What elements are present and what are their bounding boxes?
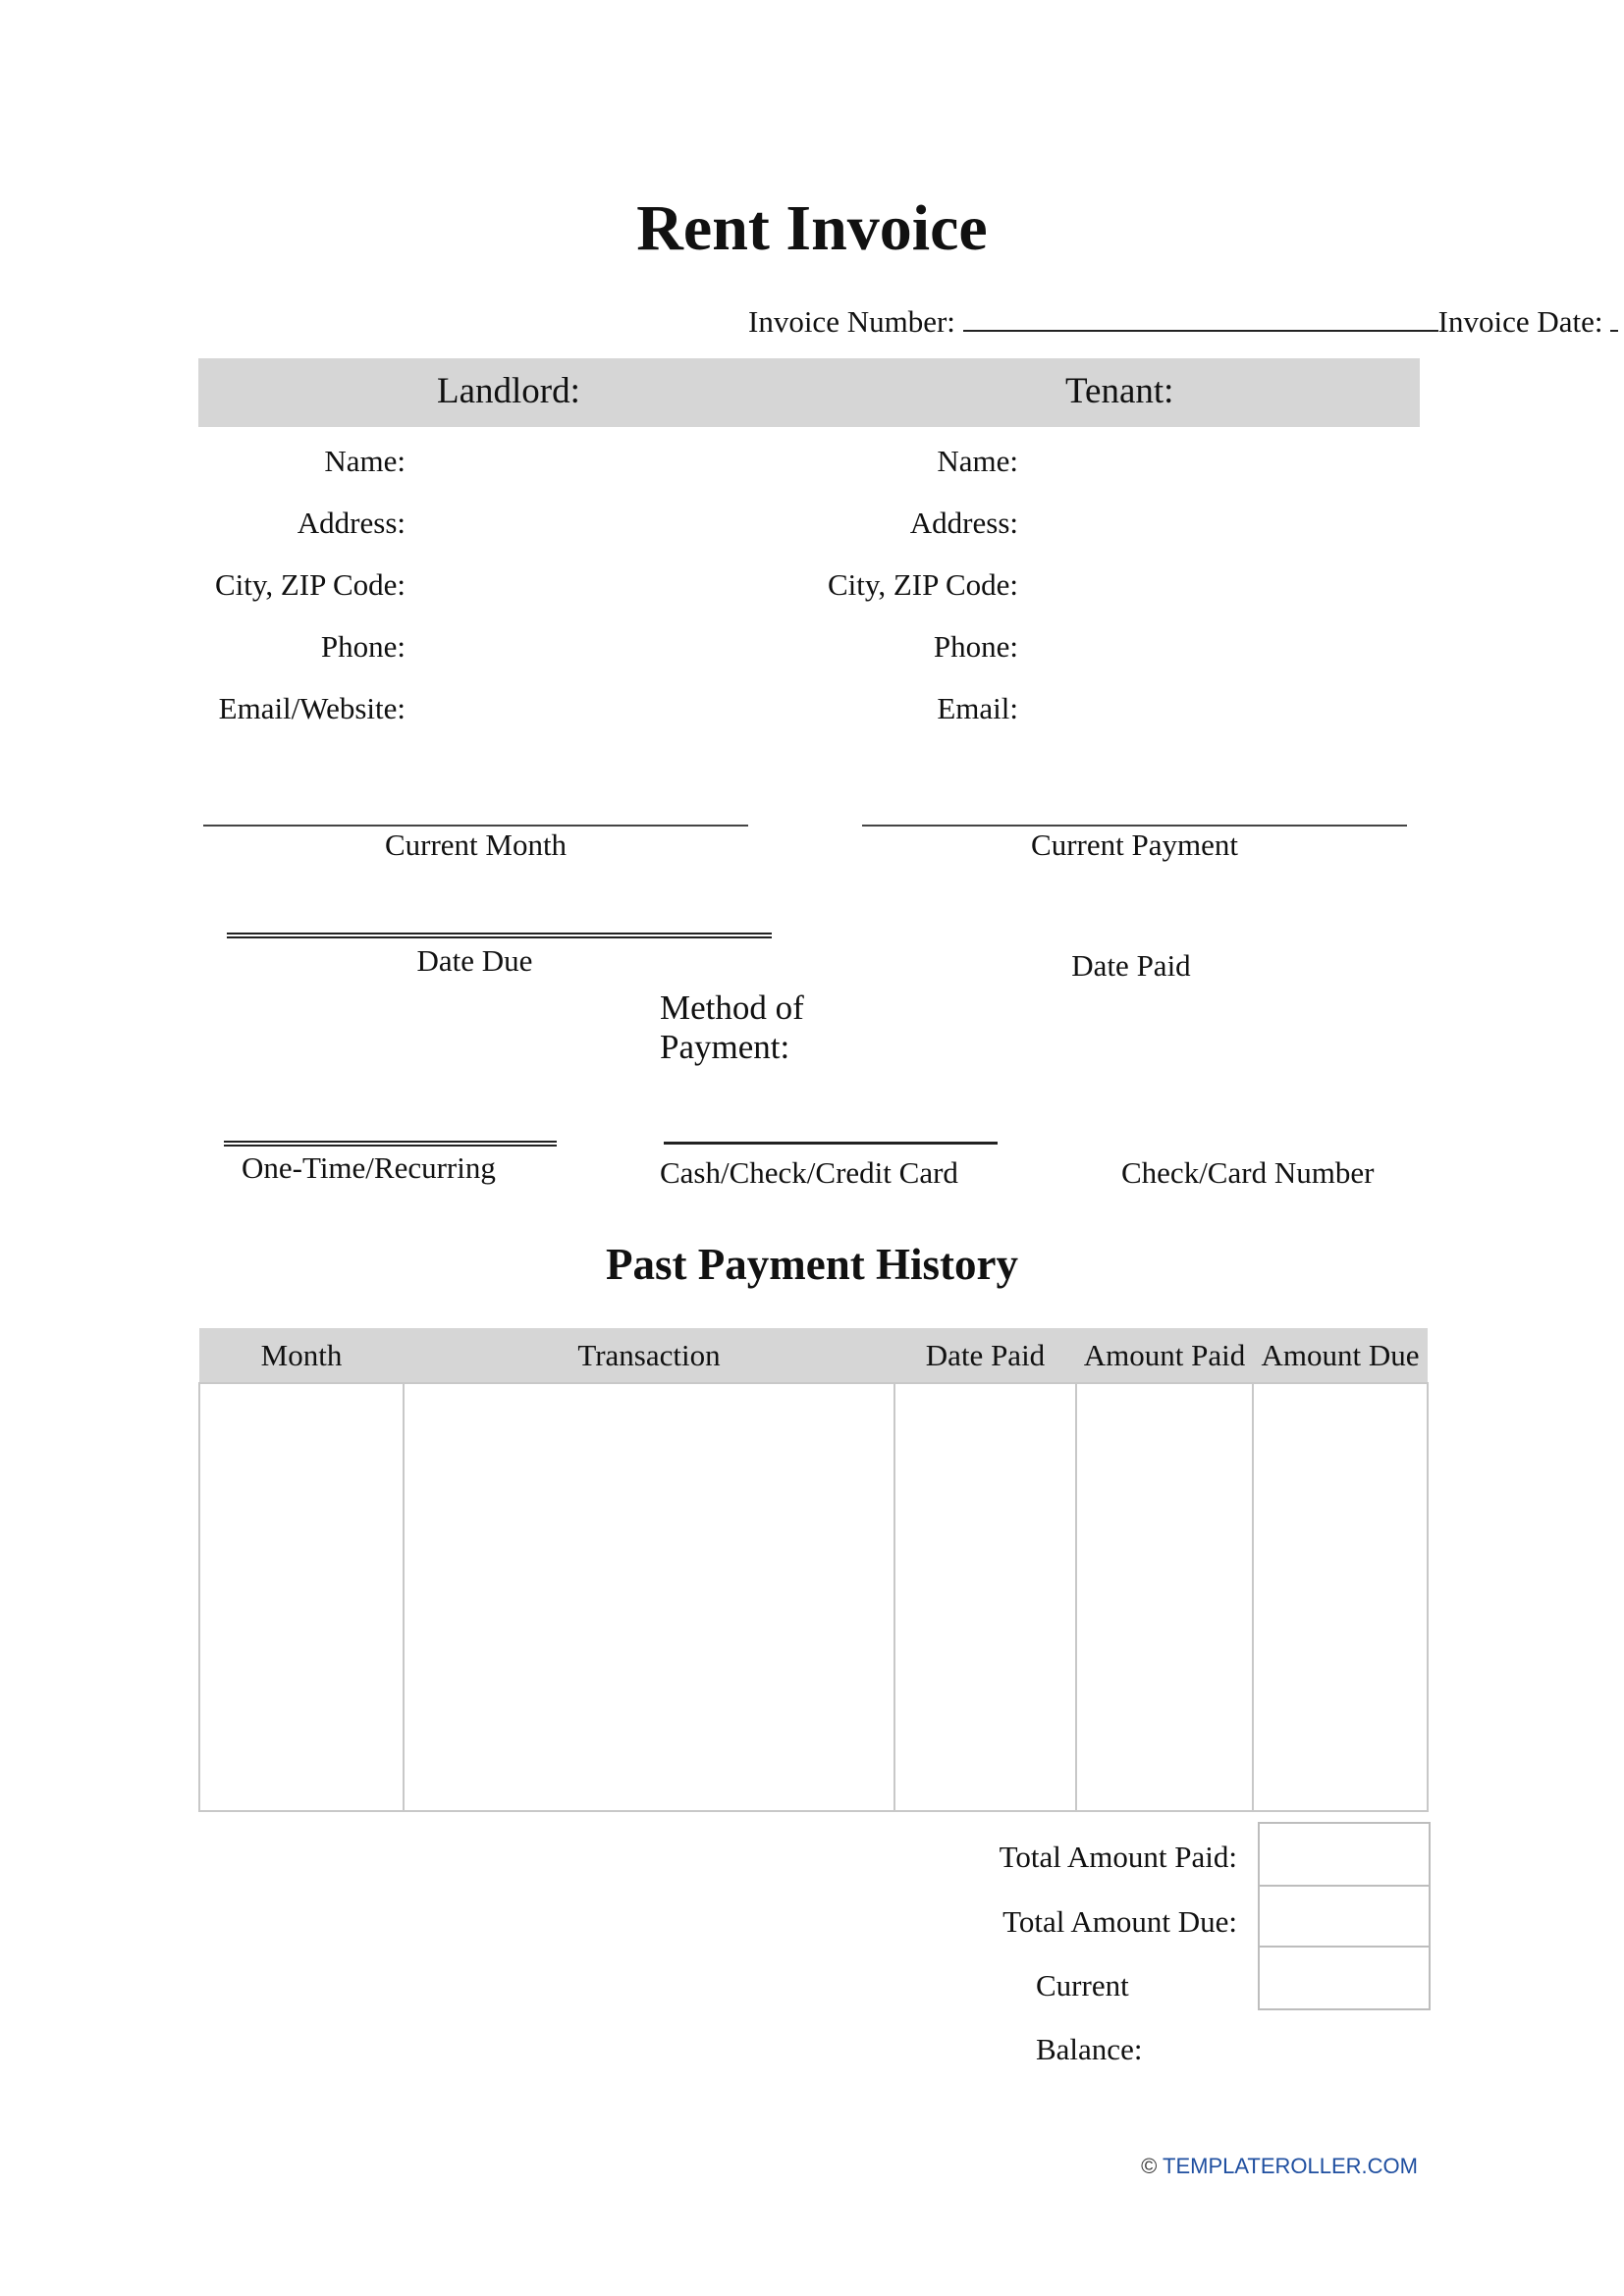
total-amount-due-label: Total Amount Due: — [1002, 1904, 1237, 1939]
landlord-email-website-label: Email/Website: — [218, 691, 406, 725]
landlord-name-label: Name: — [324, 444, 406, 478]
column-header-amount-paid: Amount Paid — [1076, 1328, 1253, 1383]
table-row — [199, 1383, 1428, 1811]
tenant-city-zip-label: City, ZIP Code: — [827, 567, 1018, 602]
parties-header-band — [198, 358, 1420, 427]
tenant-email-label: Email: — [937, 691, 1018, 725]
method-of-payment-label: Method of Payment: — [660, 988, 804, 1066]
one-time-recurring-line[interactable] — [224, 1141, 557, 1147]
footer-site: TEMPLATEROLLER.COM — [1163, 2154, 1418, 2178]
current-payment-caption: Current Payment — [1031, 828, 1238, 862]
history-header-row — [199, 1328, 1428, 1383]
landlord-header: Landlord: — [437, 371, 580, 411]
landlord-phone-label: Phone: — [320, 629, 406, 664]
payment-history-table — [198, 1328, 1429, 1812]
column-header-month: Month — [199, 1328, 404, 1383]
invoice-number-label: Invoice Number: — [748, 304, 955, 339]
tenant-header: Tenant: — [1065, 371, 1174, 411]
tenant-name-label: Name: — [937, 444, 1018, 478]
history-title: Past Payment History — [606, 1240, 1018, 1289]
check-card-number-caption: Check/Card Number — [1121, 1155, 1375, 1190]
tenant-address-label: Address: — [909, 506, 1018, 540]
copyright-icon: © — [1141, 2154, 1158, 2178]
current-payment-line[interactable] — [862, 825, 1407, 827]
date-paid-caption: Date Paid — [1071, 948, 1191, 983]
total-amount-paid-box[interactable] — [1258, 1822, 1431, 1887]
column-header-date-paid: Date Paid — [894, 1328, 1076, 1383]
date-due-line[interactable] — [227, 933, 772, 938]
one-time-recurring-caption: One-Time/Recurring — [242, 1150, 496, 1185]
current-month-caption: Current Month — [384, 828, 568, 862]
transaction-cell[interactable] — [404, 1383, 894, 1811]
amount-paid-cell[interactable] — [1076, 1383, 1253, 1811]
cash-check-card-caption: Cash/Check/Credit Card — [660, 1155, 958, 1190]
landlord-city-zip-label: City, ZIP Code: — [214, 567, 406, 602]
current-balance-label-line2: Balance: — [1036, 2032, 1143, 2066]
landlord-address-label: Address: — [297, 506, 406, 540]
invoice-date-label: Invoice Date: — [1437, 304, 1603, 339]
current-balance-label-line1: Current — [1036, 1968, 1129, 2002]
current-balance-box[interactable] — [1258, 1948, 1431, 2010]
date-due-caption: Date Due — [416, 943, 533, 978]
total-amount-paid-label: Total Amount Paid: — [999, 1840, 1237, 1874]
invoice-meta-row — [748, 304, 1618, 340]
tenant-phone-label: Phone: — [933, 629, 1018, 664]
footer-link[interactable] — [1141, 2154, 1418, 2179]
date-paid-cell[interactable] — [894, 1383, 1076, 1811]
invoice-date-field[interactable] — [1610, 304, 1618, 332]
cash-check-card-line[interactable] — [664, 1142, 998, 1145]
current-month-line[interactable] — [203, 825, 748, 827]
amount-due-cell[interactable] — [1253, 1383, 1428, 1811]
column-header-transaction: Transaction — [404, 1328, 894, 1383]
month-cell[interactable] — [199, 1383, 404, 1811]
page-title: Rent Invoice — [636, 192, 988, 264]
total-amount-due-box[interactable] — [1258, 1885, 1431, 1948]
column-header-amount-due: Amount Due — [1253, 1328, 1428, 1383]
invoice-number-field[interactable] — [963, 304, 1438, 332]
